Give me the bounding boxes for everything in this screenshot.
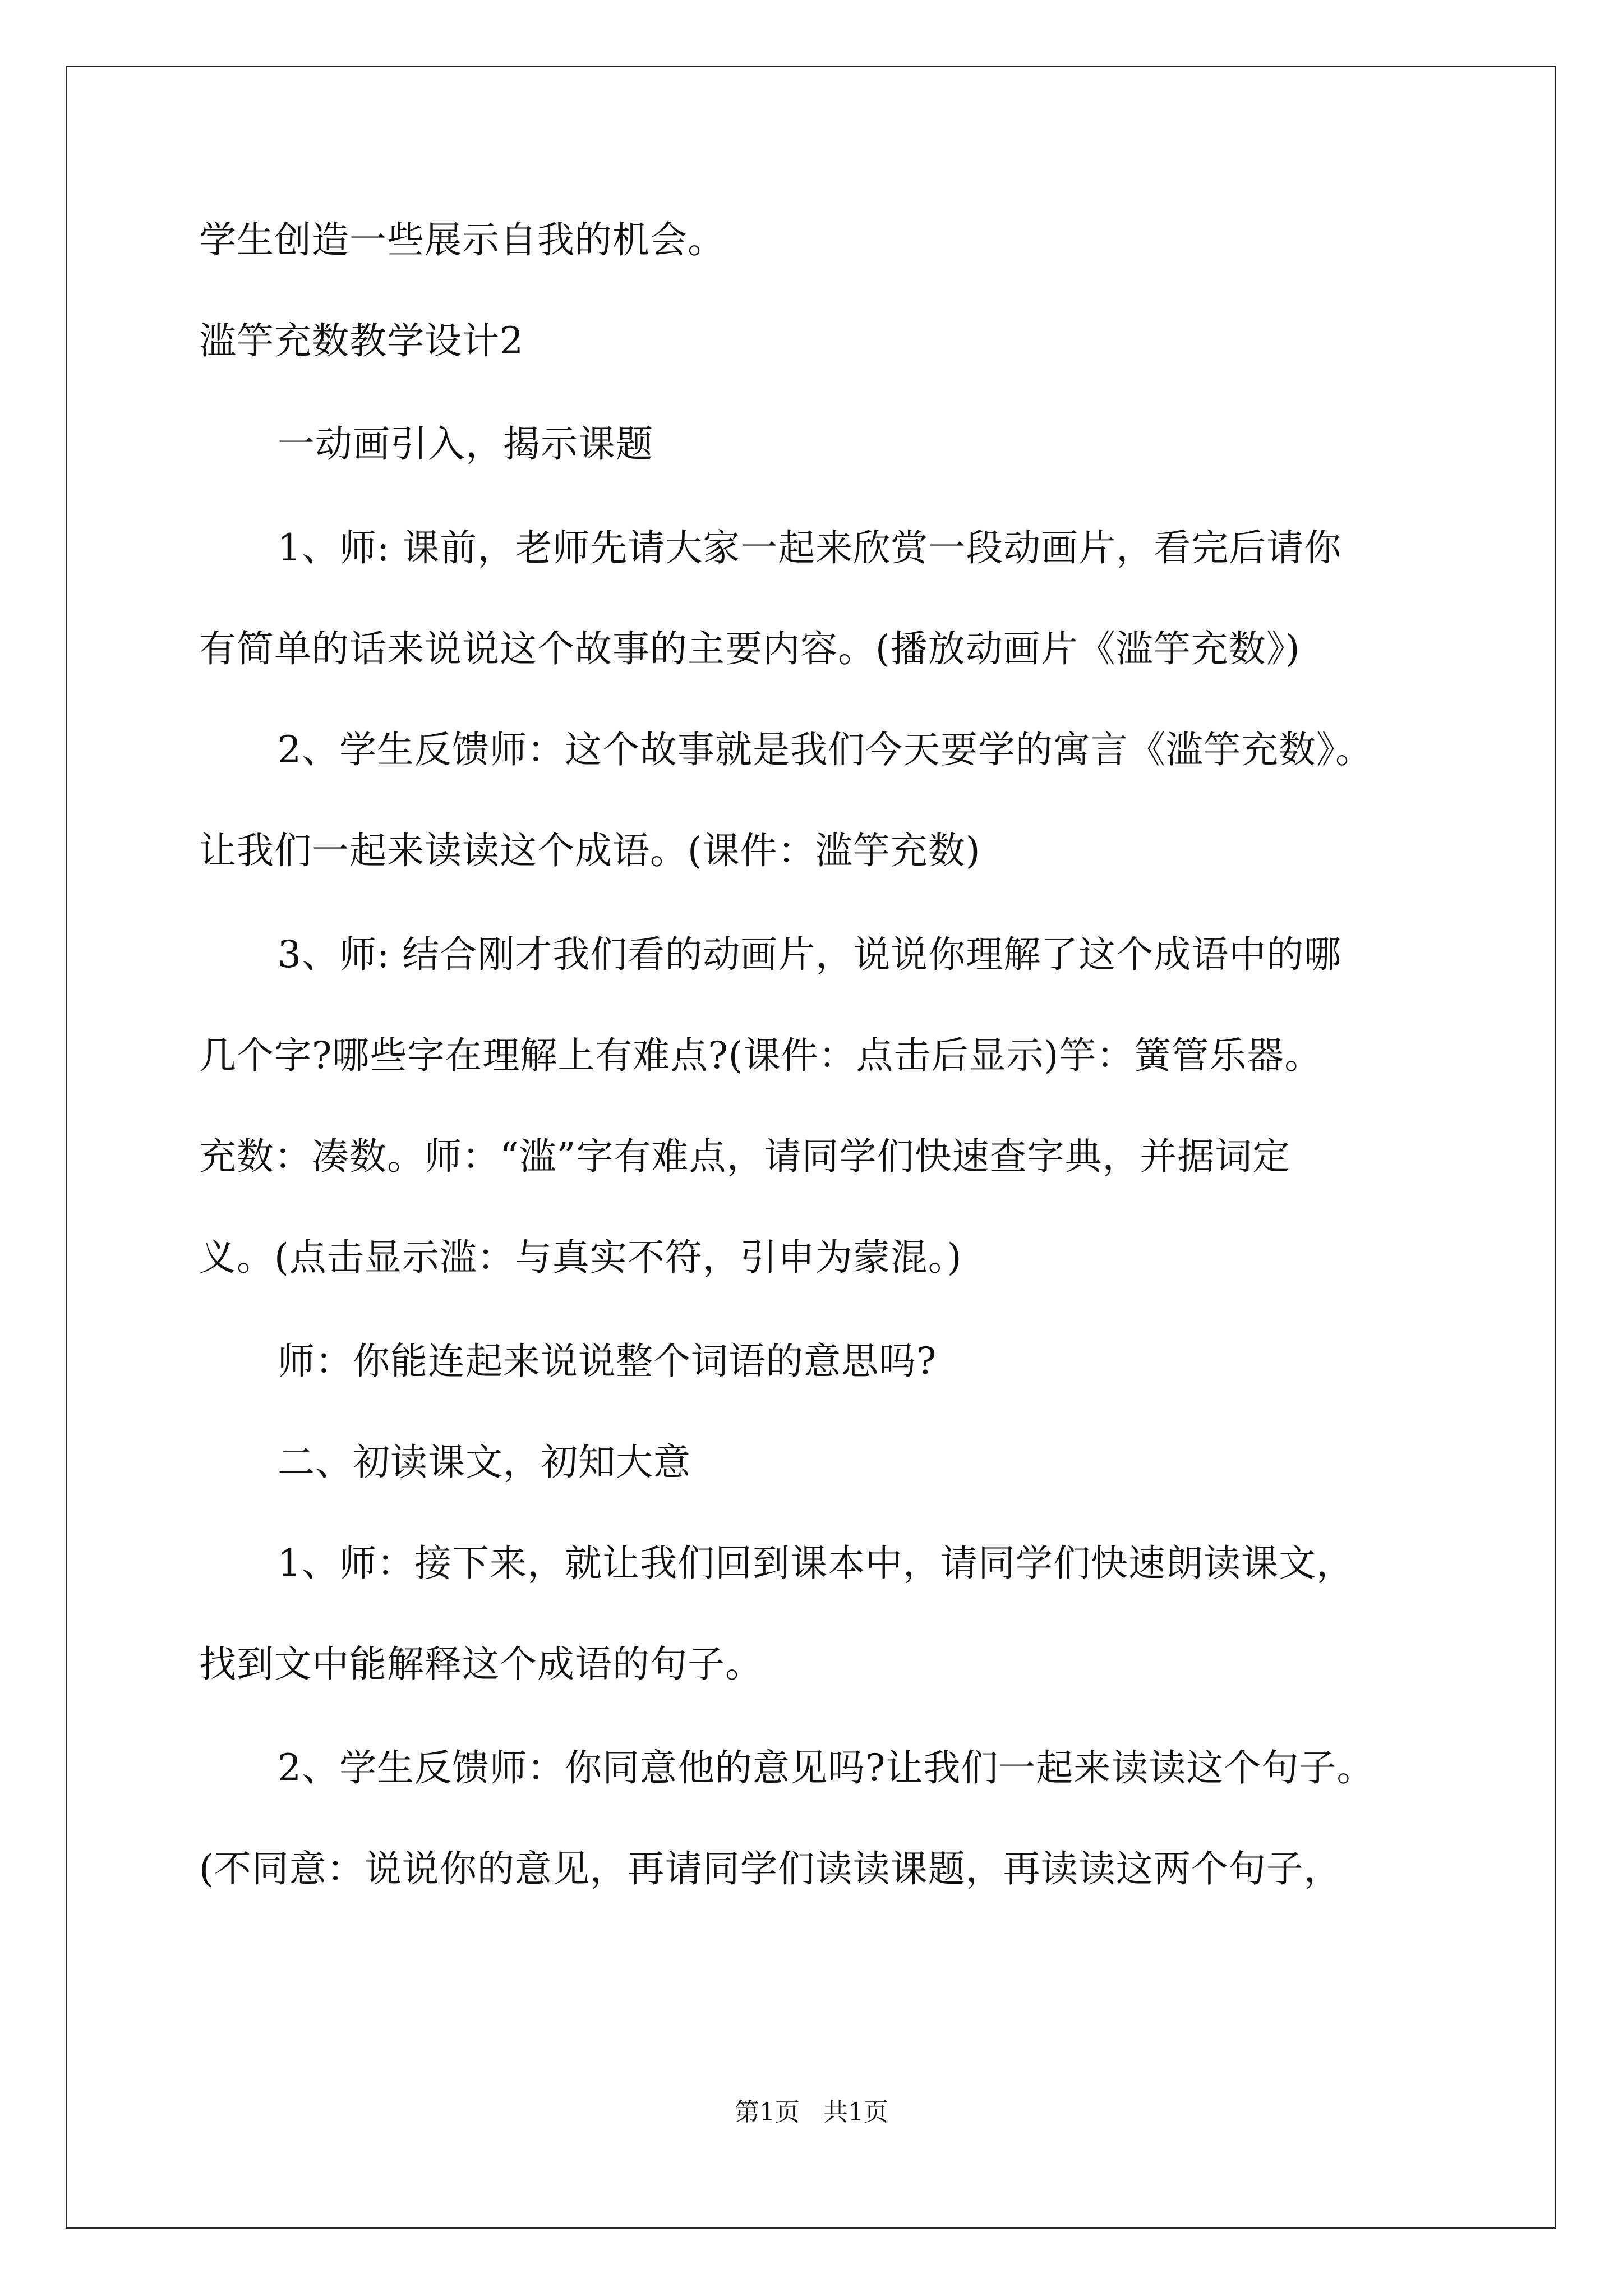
text-line-15: 找到文中能解释这个成语的句子。 — [199, 1642, 763, 1686]
text-line-14: 1、师：接下来，就让我们回到课本中，请同学们快速朗读课文， — [278, 1542, 1354, 1585]
text-line-8: 3、师: 结合刚才我们看的动画片，说说你理解了这个成语中的哪 — [278, 933, 1342, 976]
text-line-3: 一动画引入，揭示课题 — [278, 422, 653, 466]
text-line-13: 二、初读课文，初知大意 — [278, 1441, 691, 1484]
text-line-1: 学生创造一些展示自我的机会。 — [199, 218, 725, 261]
text-line-4: 1、师: 课前，老师先请大家一起来欣赏一段动画片，看完后请你 — [278, 526, 1342, 569]
text-line-9: 几个字?哪些字在理解上有难点?(课件：点击后显示)竽：簧管乐器。 — [199, 1034, 1322, 1077]
text-line-16: 2、学生反馈师：你同意他的意见吗?让我们一起来读读这个句子。 — [278, 1746, 1375, 1789]
text-line-5: 有简单的话来说说这个故事的主要内容。(播放动画片《滥竽充数》) — [199, 627, 1301, 670]
text-line-11: 义。(点击显示滥：与真实不符，引申为蒙混。) — [199, 1236, 962, 1279]
text-line-7: 让我们一起来读读这个成语。(课件：滥竽充数) — [199, 829, 981, 872]
text-line-10: 充数：凑数。师：“滥”字有难点，请同学们快速查字典，并据词定 — [199, 1135, 1290, 1178]
page-footer: 第1页 共1页 — [735, 2098, 888, 2127]
text-line-12: 师：你能连起来说说整个词语的意思吗? — [278, 1340, 937, 1383]
text-line-17: (不同意：说说你的意见，再请同学们读读课题，再读读这两个句子， — [199, 1847, 1341, 1890]
text-line-6: 2、学生反馈师：这个故事就是我们今天要学的寓言《滥竽充数》。 — [278, 728, 1373, 771]
section-heading: 滥竽充数教学设计2 — [199, 319, 524, 362]
